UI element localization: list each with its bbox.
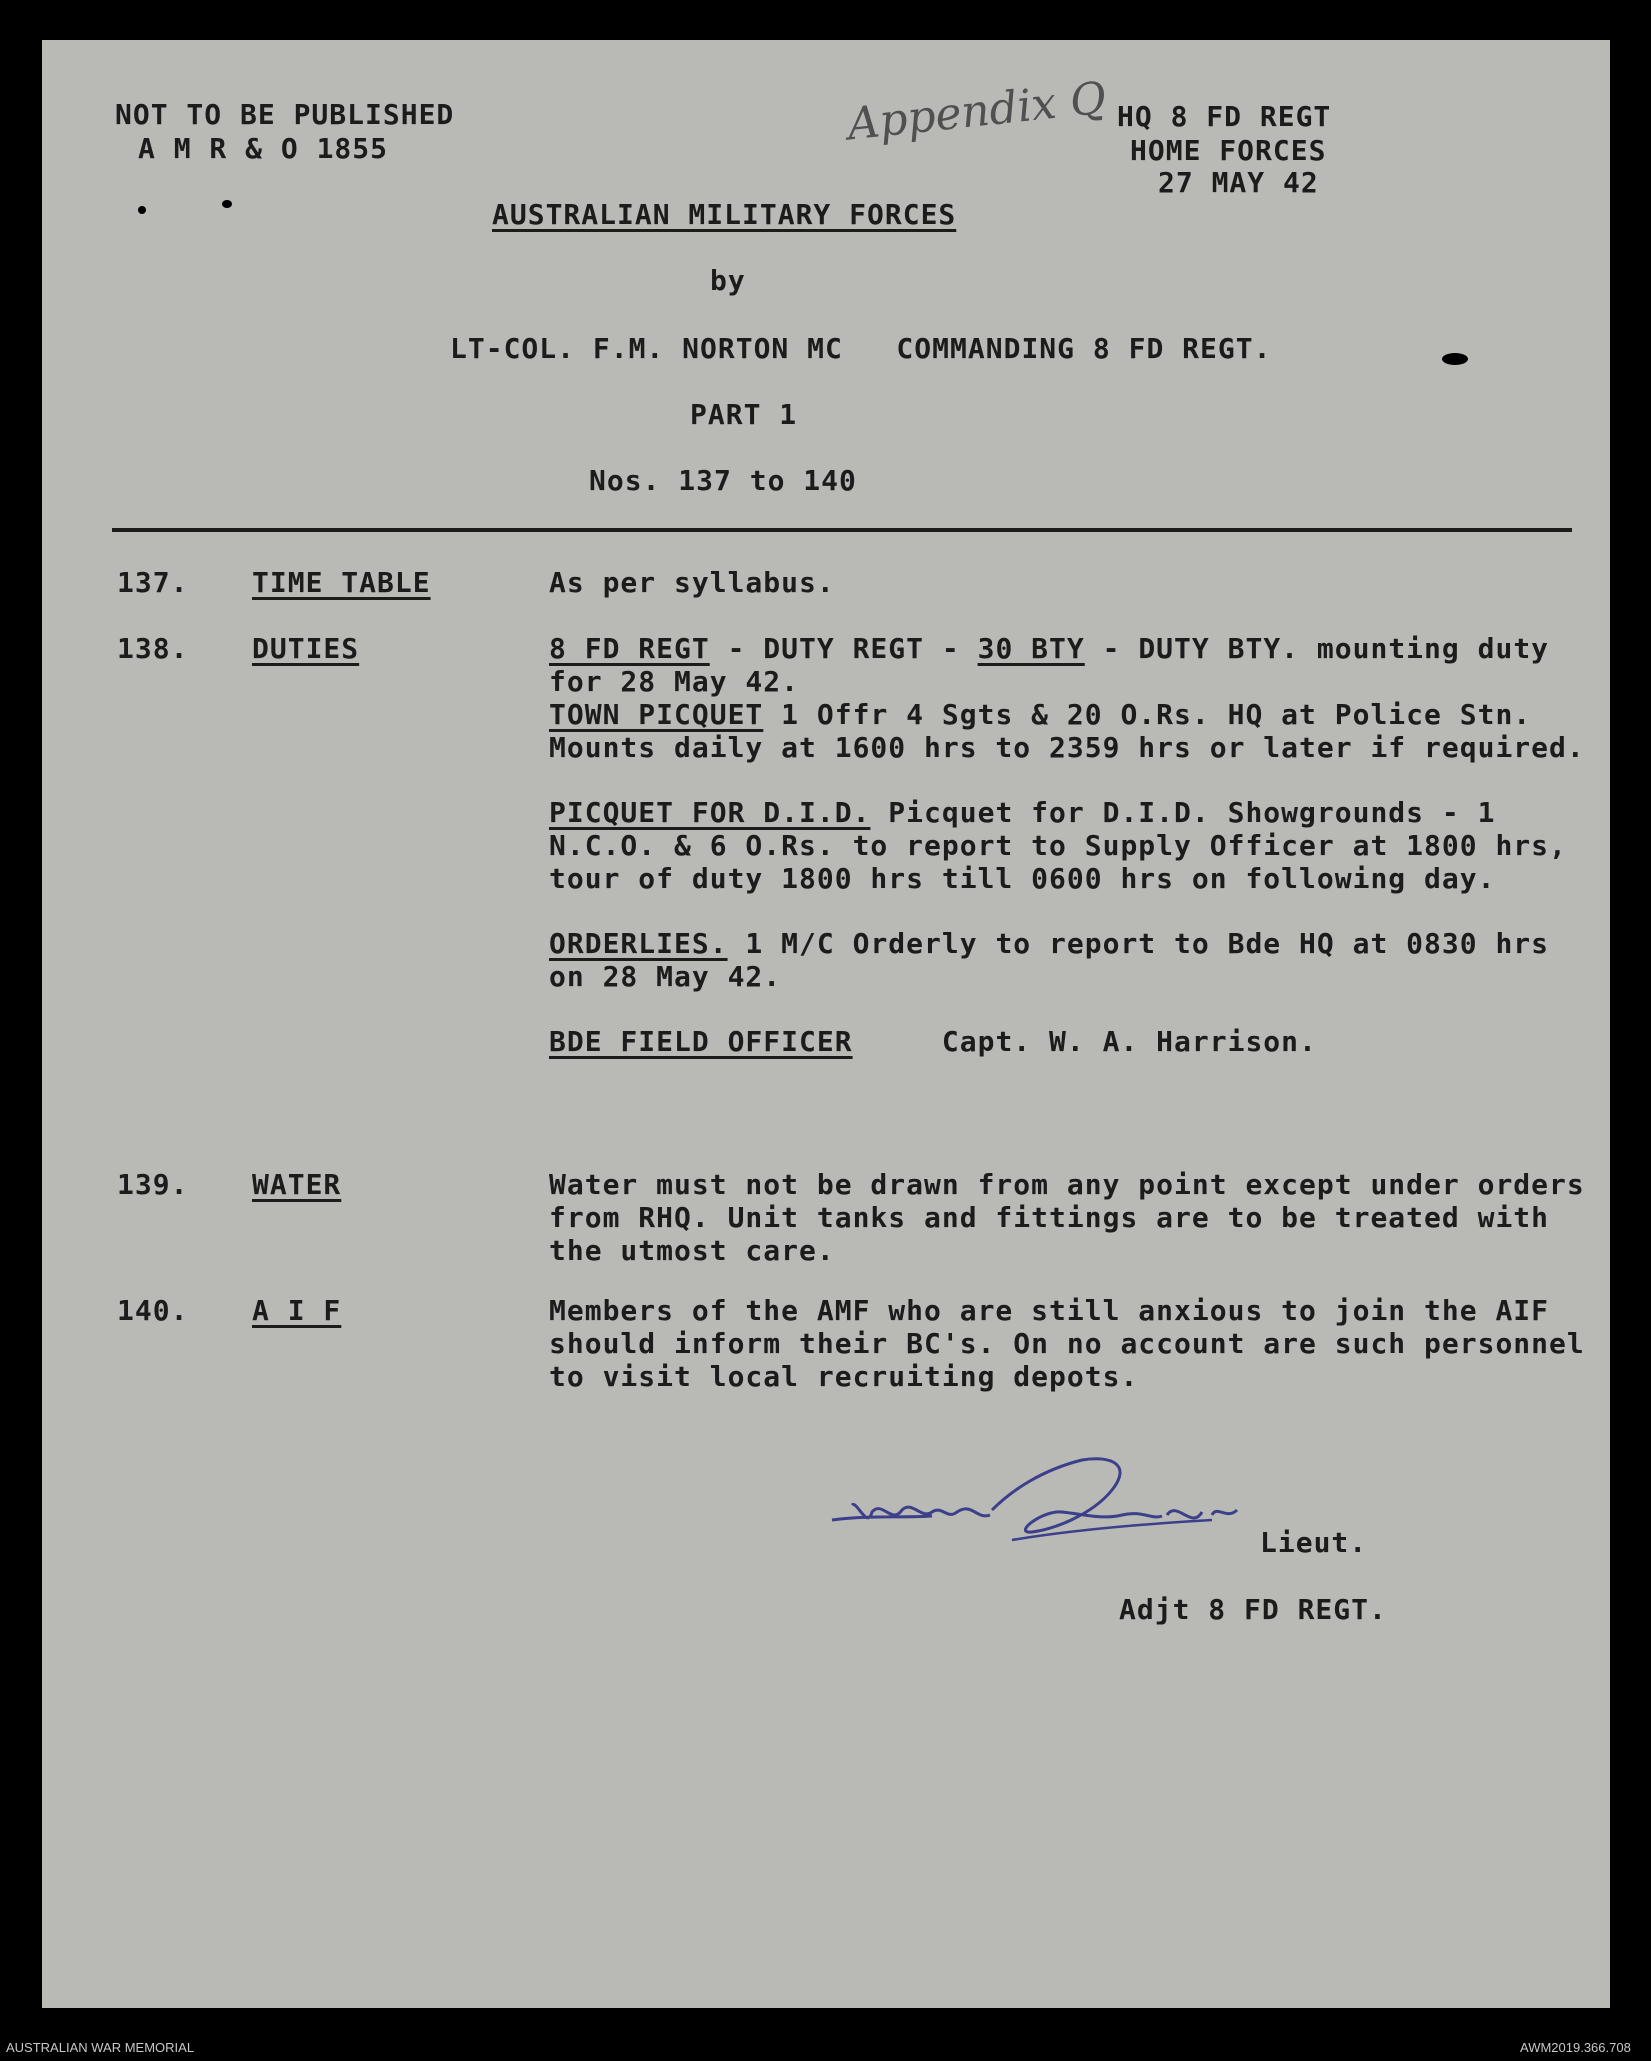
punch-mark [1442,353,1468,365]
field-officer-heading: BDE FIELD OFFICER [549,1025,853,1058]
order-heading: TIME TABLE [252,566,431,599]
restriction-label: NOT TO BE PUBLISHED [115,98,455,131]
order-paragraph: Members of the AMF who are still anxious to join the AIF should inform their BC's. On no account are such personnel to visit local recruiting depots. [549,1294,1585,1393]
handwritten-signature [812,1420,1292,1550]
town-picquet-paragraph [549,698,1589,764]
order-text [549,1294,1589,1393]
order-text [549,632,1589,1058]
hq-label: HQ 8 FD REGT [1117,100,1332,133]
town-picquet-heading: TOWN PICQUET [549,698,764,731]
did-picquet-paragraph [549,796,1589,895]
order-heading: WATER [252,1168,342,1201]
order-number: 139. [117,1168,189,1201]
orderlies-text: 1 M/C Orderly to report to Bde HQ at 0830 hrs on 28 May 42. [549,927,1550,993]
document-page [42,40,1610,2008]
amr-reference: A M R & O 1855 [138,132,389,165]
org-title: AUSTRALIAN MILITARY FORCES [492,198,957,231]
field-officer-name: Capt. W. A. Harrison. [852,1025,1317,1058]
orderlies-heading: ORDERLIES. [549,927,728,960]
order-number: 137. [117,566,189,599]
field-officer-paragraph [549,1025,1589,1058]
order-heading: DUTIES [252,632,360,665]
order-number: 138. [117,632,189,665]
order-text [549,1168,1589,1267]
town-picquet-text: 1 Offr 4 Sgts & 20 O.Rs. HQ at Police Stn. Mounts daily at 1600 hrs to 2359 hrs or later if required. [549,698,1585,764]
order-number: 140. [117,1294,189,1327]
document-date: 27 MAY 42 [1158,166,1319,199]
commander-line: LT-COL. F.M. NORTON MC COMMANDING 8 FD REGT. [450,332,1272,365]
order-paragraph: As per syllabus. [549,566,835,599]
order-numbers-range: Nos. 137 to 140 [589,464,857,497]
home-forces-label: HOME FORCES [1130,134,1327,167]
by-label: by [710,264,746,297]
duty-regt: 8 FD REGT [549,632,710,665]
footer-accession: AWM2019.366.708 [1520,2040,1631,2055]
appendix-annotation: Appendix Q [845,72,1109,151]
signatory-rank: Lieut. [1260,1526,1368,1559]
signatory-position: Adjt 8 FD REGT. [1119,1593,1387,1626]
did-picquet-heading: PICQUET FOR D.I.D. [549,796,871,829]
order-heading: A I F [252,1294,342,1327]
punch-mark [222,200,232,208]
part-label: PART 1 [690,398,798,431]
punch-mark [138,206,146,214]
did-picquet-text: Picquet for D.I.D. Showgrounds - 1 N.C.O. & 6 O.Rs. to report to Supply Officer at 1800 hrs, tour of duty 1800 hrs till 0600 hrs on following day. [549,796,1567,895]
duty-regt-sep: - DUTY REGT - [709,632,978,665]
duty-bty: 30 BTY [977,632,1085,665]
separator-rule [112,528,1572,532]
footer-institution: AUSTRALIAN WAR MEMORIAL [6,2040,195,2055]
order-paragraph: Water must not be drawn from any point except under orders from RHQ. Unit tanks and fittings are to be treated with the utmost care. [549,1168,1585,1267]
orderlies-paragraph [549,927,1589,993]
duty-bty-text: - DUTY BTY. mounting duty for 28 May 42. [549,632,1550,698]
order-text [549,566,1589,599]
duty-paragraph [549,632,1589,698]
